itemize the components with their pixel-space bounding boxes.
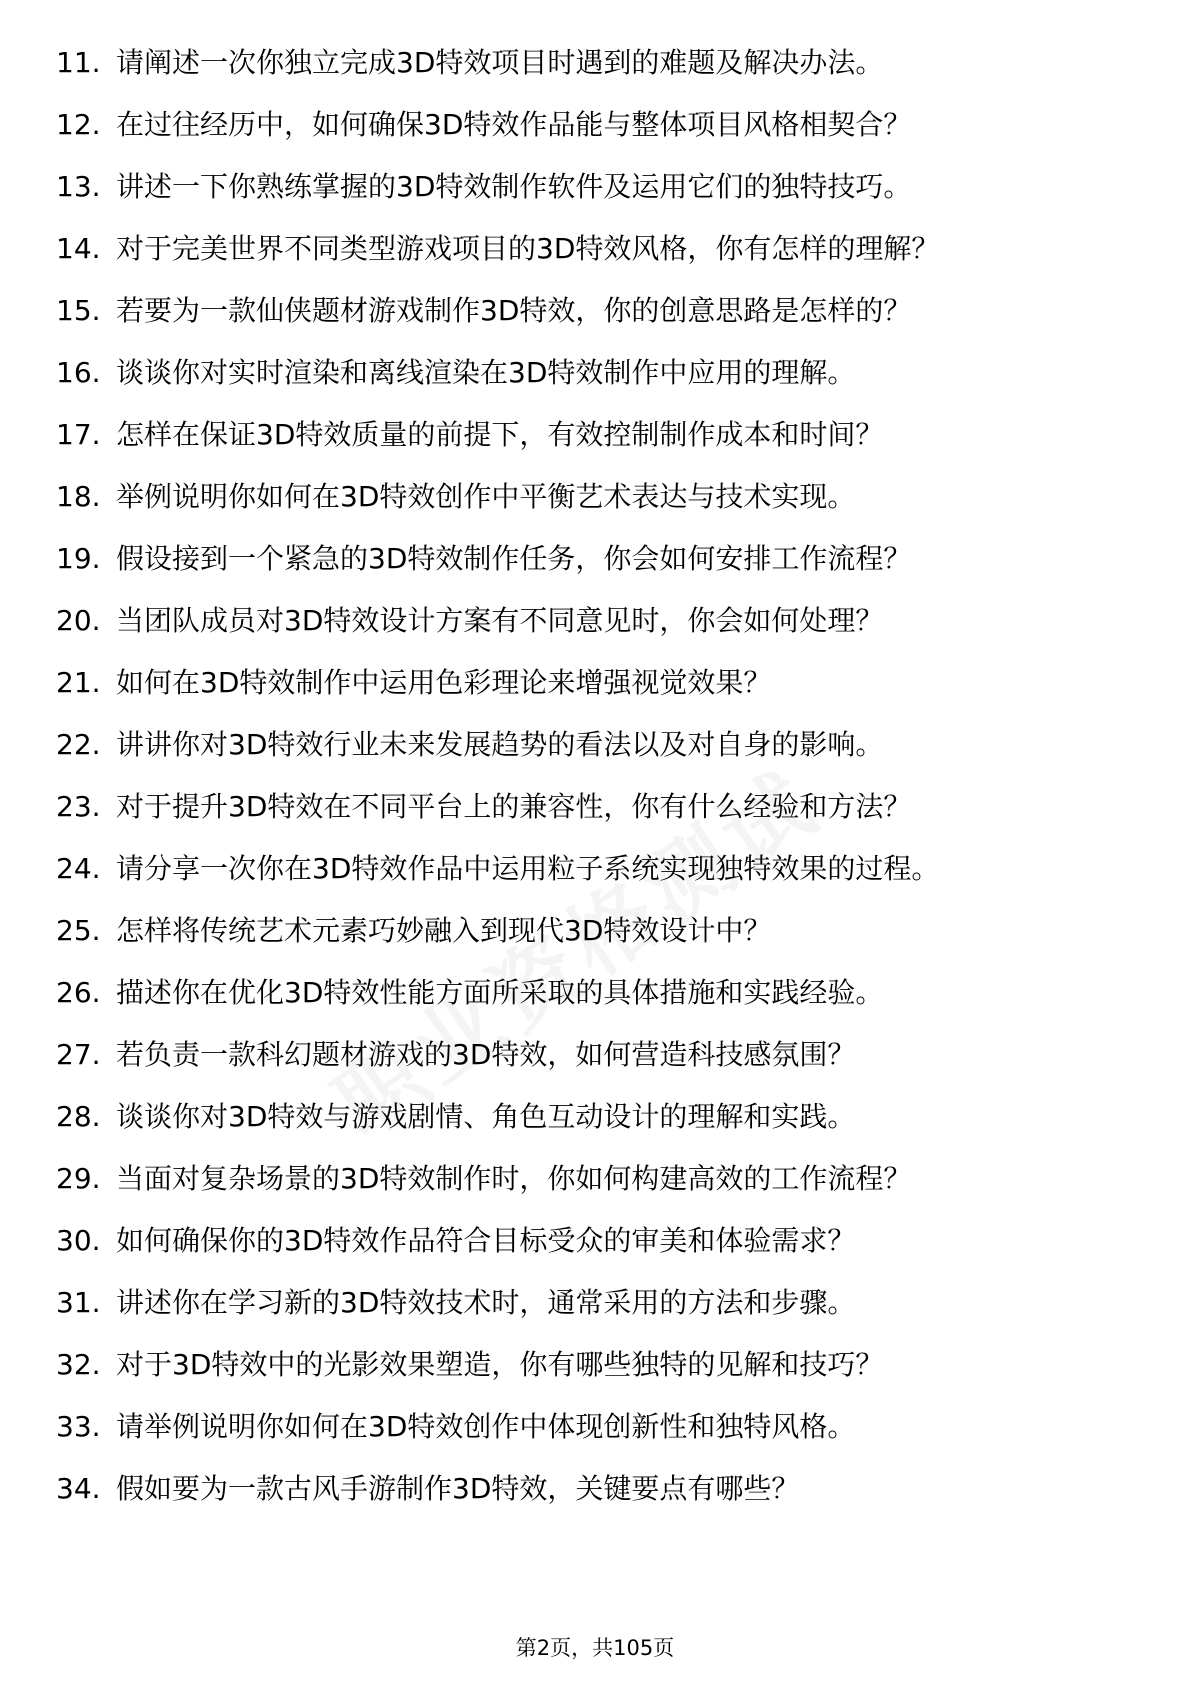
question-text: 当团队成员对3D特效设计方案有不同意见时，你会如何处理？ [116, 604, 884, 637]
question-item [56, 1284, 1096, 1322]
question-item [56, 1222, 1096, 1260]
question-item [56, 292, 1096, 330]
question-number: 15. [56, 294, 101, 327]
question-item [56, 1346, 1096, 1384]
question-item [56, 912, 1096, 950]
question-number: 12. [56, 108, 101, 141]
question-number: 19. [56, 542, 101, 575]
question-text: 若要为一款仙侠题材游戏制作3D特效，你的创意思路是怎样的？ [116, 294, 912, 327]
question-text: 描述你在优化3D特效性能方面所采取的具体措施和实践经验。 [116, 976, 884, 1009]
question-item [56, 44, 1096, 82]
question-text: 谈谈你对3D特效与游戏剧情、角色互动设计的理解和实践。 [116, 1100, 856, 1133]
question-item [56, 1408, 1096, 1446]
question-text: 怎样将传统艺术元素巧妙融入到现代3D特效设计中？ [116, 914, 772, 947]
question-text: 假设接到一个紧急的3D特效制作任务，你会如何安排工作流程？ [116, 542, 912, 575]
question-number: 11. [56, 46, 101, 79]
question-number: 32. [56, 1348, 101, 1381]
question-item [56, 230, 1096, 268]
question-item [56, 850, 1096, 888]
question-number: 17. [56, 418, 101, 451]
question-number: 13. [56, 170, 101, 203]
question-number: 16. [56, 356, 101, 389]
question-number: 34. [56, 1472, 101, 1505]
question-text: 讲述你在学习新的3D特效技术时，通常采用的方法和步骤。 [116, 1286, 856, 1319]
question-item [56, 354, 1096, 392]
question-item [56, 974, 1096, 1012]
question-text: 请举例说明你如何在3D特效创作中体现创新性和独特风格。 [116, 1410, 856, 1443]
question-item [56, 664, 1096, 702]
question-text: 在过往经历中，如何确保3D特效作品能与整体项目风格相契合？ [116, 108, 912, 141]
question-text: 当面对复杂场景的3D特效制作时，你如何构建高效的工作流程？ [116, 1162, 912, 1195]
question-text: 谈谈你对实时渲染和离线渲染在3D特效制作中应用的理解。 [116, 356, 856, 389]
question-item [56, 1160, 1096, 1198]
question-item [56, 602, 1096, 640]
question-text: 举例说明你如何在3D特效创作中平衡艺术表达与技术实现。 [116, 480, 856, 513]
question-item [56, 168, 1096, 206]
question-number: 23. [56, 790, 101, 823]
question-number: 30. [56, 1224, 101, 1257]
question-number: 18. [56, 480, 101, 513]
question-number: 26. [56, 976, 101, 1009]
question-text: 若负责一款科幻题材游戏的3D特效，如何营造科技感氛围？ [116, 1038, 856, 1071]
question-text: 对于完美世界不同类型游戏项目的3D特效风格，你有怎样的理解？ [116, 232, 940, 265]
question-text: 对于提升3D特效在不同平台上的兼容性，你有什么经验和方法？ [116, 790, 912, 823]
question-item [56, 106, 1096, 144]
question-text: 怎样在保证3D特效质量的前提下，有效控制制作成本和时间？ [116, 418, 884, 451]
question-item [56, 540, 1096, 578]
question-number: 27. [56, 1038, 101, 1071]
question-number: 31. [56, 1286, 101, 1319]
question-number: 21. [56, 666, 101, 699]
question-item [56, 416, 1096, 454]
question-number: 29. [56, 1162, 101, 1195]
question-text: 请分享一次你在3D特效作品中运用粒子系统实现独特效果的过程。 [116, 852, 940, 885]
question-item [56, 478, 1096, 516]
question-text: 讲述一下你熟练掌握的3D特效制作软件及运用它们的独特技巧。 [116, 170, 912, 203]
question-item [56, 1470, 1096, 1508]
question-text: 对于3D特效中的光影效果塑造，你有哪些独特的见解和技巧？ [116, 1348, 884, 1381]
question-item [56, 726, 1096, 764]
question-number: 14. [56, 232, 101, 265]
question-number: 33. [56, 1410, 101, 1443]
question-text: 讲讲你对3D特效行业未来发展趋势的看法以及对自身的影响。 [116, 728, 884, 761]
question-item [56, 1036, 1096, 1074]
question-number: 22. [56, 728, 101, 761]
question-number: 25. [56, 914, 101, 947]
question-text: 请阐述一次你独立完成3D特效项目时遇到的难题及解决办法。 [116, 46, 884, 79]
question-number: 24. [56, 852, 101, 885]
question-item [56, 788, 1096, 826]
question-number: 20. [56, 604, 101, 637]
question-number: 28. [56, 1100, 101, 1133]
question-list [56, 44, 1096, 1532]
page-footer: 第2页，共105页 [515, 1636, 675, 1660]
question-text: 如何确保你的3D特效作品符合目标受众的审美和体验需求？ [116, 1224, 856, 1257]
question-text: 如何在3D特效制作中运用色彩理论来增强视觉效果？ [116, 666, 772, 699]
question-text: 假如要为一款古风手游制作3D特效，关键要点有哪些？ [116, 1472, 800, 1505]
question-item [56, 1098, 1096, 1136]
